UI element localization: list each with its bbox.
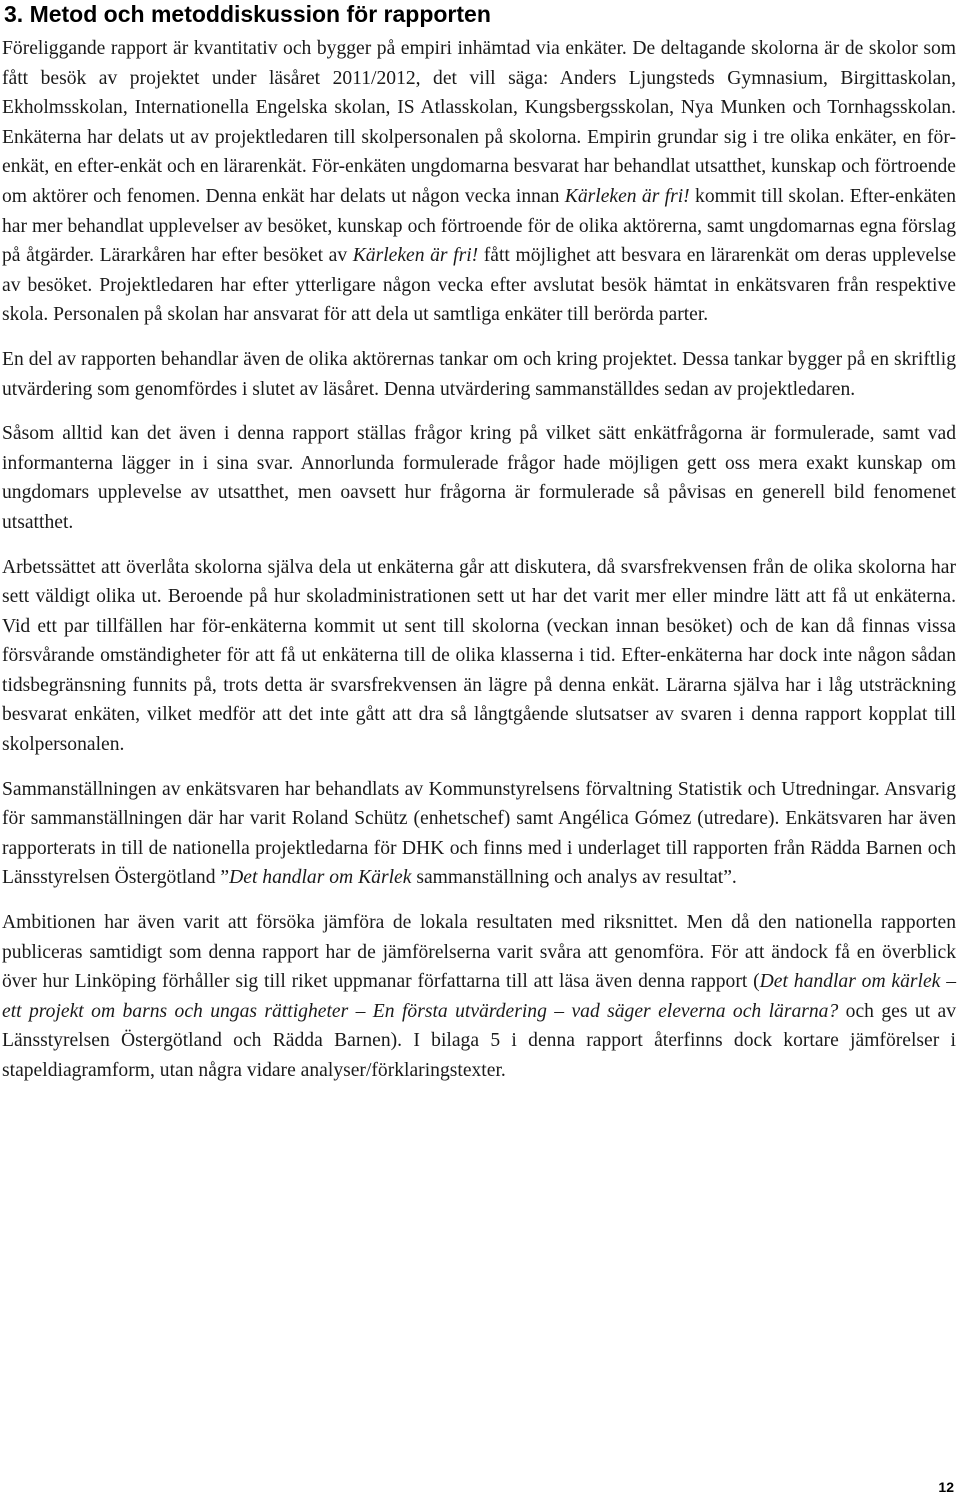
paragraph-compilation	[2, 775, 956, 893]
paragraph-text: Ambitionen har även varit att försöka jämföra de lokala resultaten med riksnittet. Men då den nationella rapporten publiceras samtidigt som denna rapport har de jämförelserna varit svåra att genomföra. För att ändock få en överblick över hur Linköping förhåller sig till riket uppmanar författarna till att läsa även denna rapport (	[2, 912, 956, 993]
paragraph-distribution-discussion: Arbetssättet att överlåta skolorna själva dela ut enkäterna går att diskutera, då svarsfrekvensen från de olika skolorna har sett väldigt olika ut. Beroende på hur skoladministrationen sett ut har det varit mer eller mindre lätt att få ut enkäterna. Vid ett par tillfällen har för-enkäterna kommit ut sent till skolorna (veckan innan besöket) och de kan då finnas vissa försvårande omständigheter för att få ut enkäterna till de olika klasserna i tid. Efter-enkäterna har dock inte någon sådan tidsbegränsning funnits på, trots detta är svarsfrekvensen än lägre på denna enkät. Lärarna själva har i låg utsträckning besvarat enkäten, vilket medför att det inte gått att dra så långtgående slutsatser av svaren i denna rapport kopplat till skolpersonalen.	[2, 556, 956, 756]
paragraph-text: fått möjlighet att besvara en lärarenkät om deras upplevelse av besöket. Projektledaren har efter ytterligare någon vecka efter avslutat besök hämtat in enkätsvaren från respektive skola. Personalen på skolan har ansvarat för att dela ut samtliga enkäter till berörda parter.	[2, 245, 957, 326]
page-number: 12	[938, 1479, 954, 1495]
report-title-italic: Det handlar om kärlek – ett projekt om barns och ungas rättigheter – En första utvärdering – vad säger eleverna och lärarna?	[2, 971, 956, 1022]
paragraph-evaluation: En del av rapporten behandlar även de olika aktörernas tankar om och kring projektet. Dessa tankar bygger på en skriftlig utvärdering som genomfördes i slutet av läsåret. Denna utvärdering sammanställdes sedan av projektledaren.	[2, 348, 956, 400]
paragraph-text: och ges ut av Länsstyrelsen Östergötland och Rädda Barnen). I bilaga 5 i denna rapport återfinns dock kortare jämförelser i stapeldiagramform, utan några vidare analyser/förklaringstexter.	[2, 1000, 956, 1081]
paragraph-national-comparison	[2, 908, 956, 1086]
paragraph-text: sammanställning och analys av resultat”.	[411, 867, 737, 889]
body-text	[2, 34, 956, 1101]
paragraph-text: Föreliggande rapport är kvantitativ och bygger på empiri inhämtad via enkäter. De deltagande skolorna är de skolor som fått besök av projektet under läsåret 2011/2012, det vill säga: Anders Ljungsteds Gymnasium, Birgittaskolan, Ekholmsskolan, Internationella Engelska skolan, IS Atlasskolan, Kungsbergsskolan, Nya Munken och Tornhagsskolan. Enkäterna har delats ut av projektledaren till skolpersonalen på skolorna. Empirin grundar sig i tre olika enkäter, en för-enkät, en efter-enkät och en lärarenkät. För-enkäten ungdomarna besvarat har behandlat utsatthet, kunskap och förtroende om aktörer och fenomen. Denna enkät har delats ut någon vecka innan	[2, 38, 957, 207]
paragraph-method-overview	[2, 34, 956, 330]
report-title-italic: Det handlar om Kärlek	[229, 867, 412, 889]
paragraph-text: Sammanställningen av enkätsvaren har behandlats av Kommunstyrelsens förvaltning Statistik och Utredningar. Ansvarig för sammanställningen där har varit Roland Schütz (enhetschef) samt Angélica Gómez (utredare). Enkätsvaren har även rapporterats in till de nationella projektledarna för DHK och finns med i underlaget till rapporten från Rädda Barnen och Länsstyrelsen Östergötland ”	[2, 778, 956, 889]
paragraph-text: kommit till skolan. Efter-enkäten har mer behandlat upplevelser av besöket, kunskap och förtroende för de olika aktörerna, samt ungdomarnas egna förslag på åtgärder. Lärarkåren har efter besöket av	[2, 185, 957, 267]
paragraph-question-formulation: Såsom alltid kan det även i denna rapport ställas frågor kring på vilket sätt enkätfrågorna är formulerade, samt vad informanterna lägger in i sina svar. Annorlunda formulerade frågor hade möjligen gett oss mera exakt kunskap om ungdomars upplevelse av utsatthet, men oavsett hur frågorna är formulerade så påvisas en generell bild fenomenet utsatthet.	[2, 423, 956, 533]
project-name-italic: Kärleken är fri!	[564, 185, 690, 207]
section-heading: 3. Metod och metoddiskussion för rapporten	[4, 1, 491, 27]
project-name-italic: Kärleken är fri!	[352, 245, 479, 267]
